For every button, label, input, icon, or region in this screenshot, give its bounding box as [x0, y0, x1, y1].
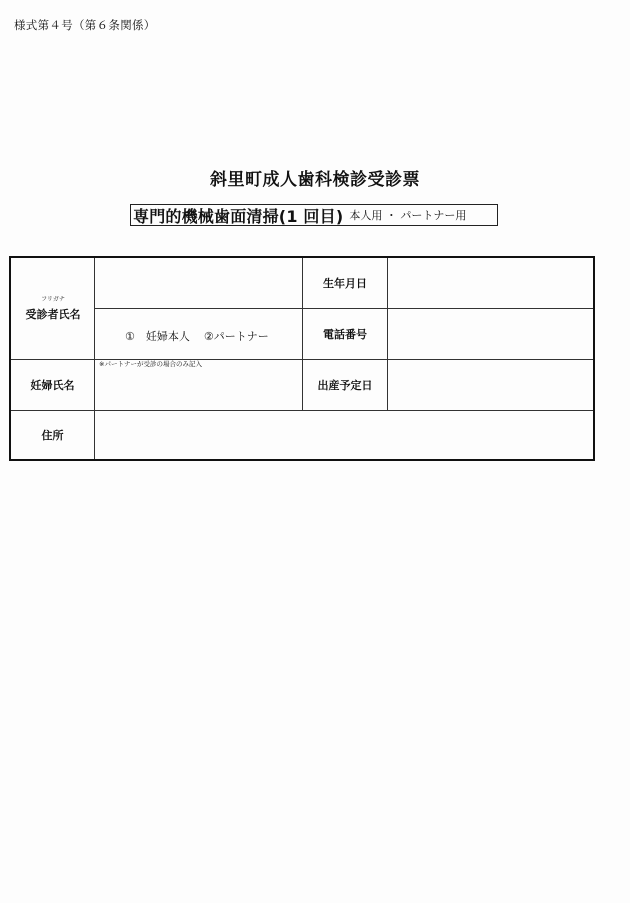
pregnant-name-label: 妊婦氏名 — [30, 379, 75, 392]
subtitle-main: 専門的機械歯面清掃(1 回目) — [133, 206, 344, 226]
recipient-type-options[interactable] — [125, 328, 269, 344]
address-field[interactable] — [95, 411, 593, 459]
document-title: 斜里町成人歯科検診受診票 — [210, 170, 420, 190]
recipient-name-label: 受診者氏名 — [25, 308, 81, 321]
address-label: 住所 — [41, 429, 64, 442]
due-date-label: 出産予定日 — [317, 379, 373, 392]
recipient-name-label-cell — [11, 258, 94, 359]
form-number: 様式第４号（第６条関係） — [14, 18, 156, 32]
option-partner[interactable]: ②パートナー — [203, 330, 269, 343]
registration-table — [9, 256, 595, 461]
birthdate-label: 生年月日 — [323, 277, 367, 290]
phone-field[interactable] — [388, 309, 593, 359]
partner-note: ※パートナーが受診の場合のみ記入 — [99, 360, 202, 368]
subtitle-box — [130, 204, 498, 226]
due-date-field[interactable] — [388, 360, 593, 410]
subtitle-sub: 本人用 ・ パートナー用 — [349, 209, 467, 222]
birthdate-field[interactable] — [388, 258, 593, 308]
furigana-label: フリガナ — [41, 296, 65, 303]
phone-label: 電話番号 — [323, 328, 367, 341]
option-pregnant-self[interactable]: ① 妊婦本人 — [125, 330, 190, 343]
furigana-field[interactable] — [95, 258, 302, 308]
